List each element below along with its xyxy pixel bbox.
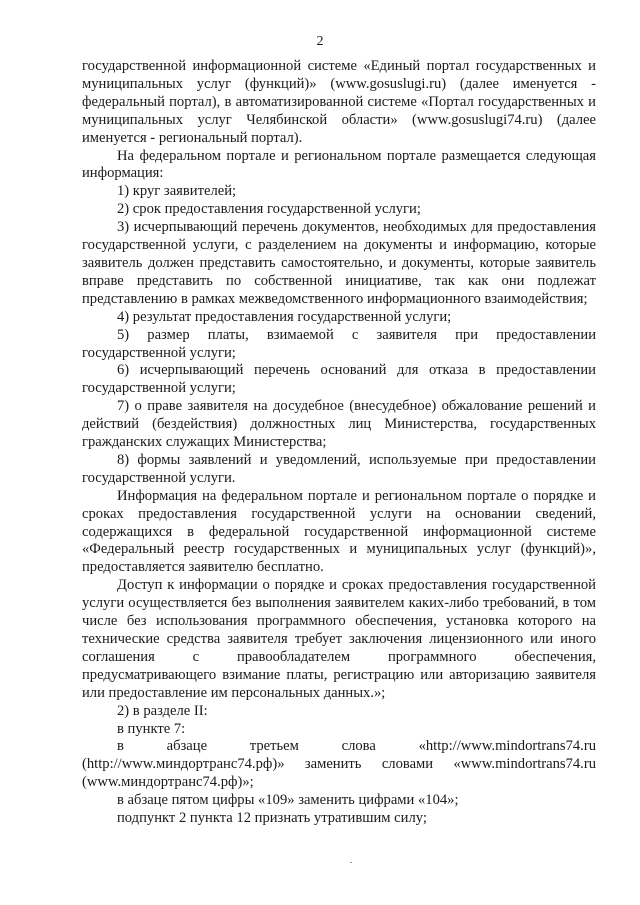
paragraph: подпункт 2 пункта 12 признать утратившим силу;: [117, 810, 427, 827]
paragraph: Информация на федеральном портале и региональном портале о порядке и сроках предоставления государственной услуги на основании сведений, содержащихся в федеральной государственной информационной системе «Федеральный реестр государственных и муниципальных услуг (функций)», предоставляется заявителю бесплатно.: [82, 487, 596, 576]
page-number: 2: [316, 34, 324, 49]
paragraph: государственной информационной системе «Единый портал государственных и муниципальных услуг (функций)» (www.gosuslugi.ru) (далее именуется - федеральный портал), в автоматизированной системе «Портал государственных и муниципальных услуг Челябинской области» (www.gosuslugi74.ru) (далее именуется - региональный портал).: [82, 58, 596, 146]
list-item: 3) исчерпывающий перечень документов, необходимых для предоставления государственной услуги, с разделением на документы и информацию, которые заявитель должен представить самостоятельно, и документы, которые заявитель вправе представить по собственной инициативе, так как они подлежат представлению в рамках межведомственного информационного взаимодействия;: [82, 219, 596, 307]
list-item: 5) размер платы, взимаемой с заявителя при предоставлении государственной услуги;: [82, 326, 596, 361]
paragraph: 2) в разделе II:: [117, 702, 208, 719]
paragraph: в абзаце пятом цифры «109» заменить цифрами «104»;: [117, 792, 459, 809]
list-item: 4) результат предоставления государственной услуги;: [117, 308, 452, 325]
paragraph: На федеральном портале и региональном портале размещается следующая информация:: [82, 147, 596, 182]
paragraph: Доступ к информации о порядке и сроках предоставления государственной услуги осуществляется без выполнения заявителем каких-либо требований, в том числе без использования программного обеспечения, установка которого на технические средства заявителя требует заключения лицензионного или иного соглашения с правообладателем программного обеспечения, предусматривающего взимание платы, регистрацию или авторизацию заявителя или предоставление им персональных данных.»;: [82, 577, 596, 701]
list-item: 2) срок предоставления государственной услуги;: [117, 201, 421, 218]
paragraph: в пункте 7:: [117, 720, 186, 737]
paragraph: в абзаце третьем слова «http://www.mindortrans74.ru (http://www.миндортранс74.рф)» заменить словами «www.mindortrans74.ru (www.миндортранс74.рф)»;: [82, 738, 596, 791]
list-item: 8) формы заявлений и уведомлений, используемые при предоставлении государственной услуги.: [82, 451, 596, 486]
list-item: 6) исчерпывающий перечень оснований для отказа в предоставлении государственной услуги;: [82, 362, 596, 397]
list-item: 1) круг заявителей;: [117, 183, 237, 200]
scan-artifact: [350, 862, 352, 863]
list-item: 7) о праве заявителя на досудебное (внесудебное) обжалование решений и действий (бездействия) должностных лиц Министерства, государственных гражданских служащих Министерства;: [82, 398, 596, 451]
document-body: [82, 58, 596, 828]
